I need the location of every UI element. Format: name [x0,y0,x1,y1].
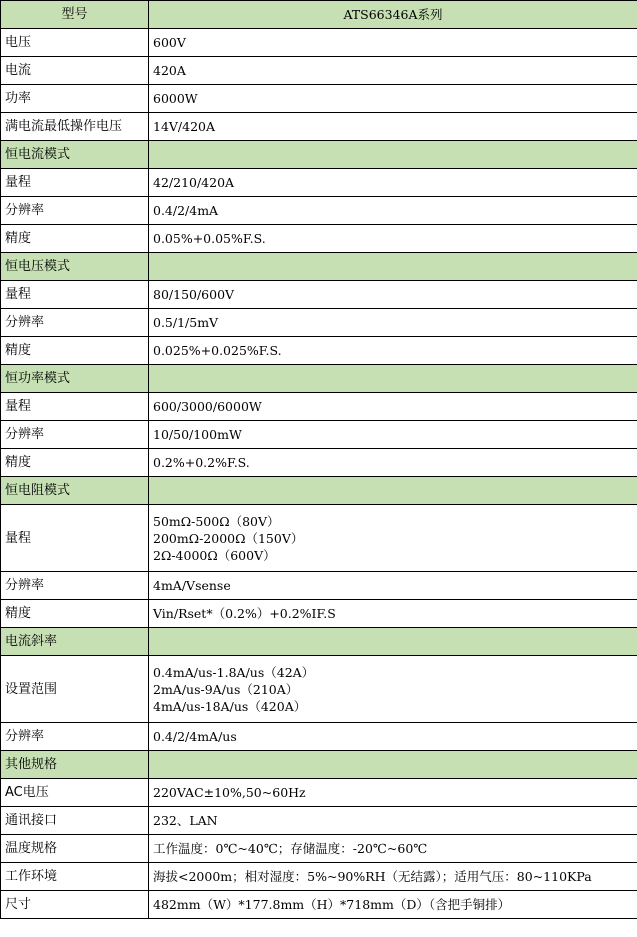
section-title: 恒电阻模式 [1,477,149,505]
spec-value-line: 2Ω-4000Ω（600V） [153,547,276,563]
table-row [1,863,637,891]
table-row [1,337,637,365]
section-row [1,751,637,779]
spec-value: 232、LAN [149,807,637,835]
spec-value: 0.4/2/4mA/us [149,723,637,751]
spec-value: 482mm（W）*177.8mm（H）*718mm（D）（含把手铜排） [149,891,637,919]
spec-value: 海拔<2000m；相对湿度：5%~90%RH（无结露）；适用气压：80~110KPa [149,863,637,891]
spec-value: 600V [149,29,637,57]
section-empty-cell [149,477,637,505]
spec-label: 工作环境 [1,863,149,891]
spec-label: AC电压 [1,779,149,807]
section-empty-cell [149,365,637,393]
header-label-cell: 型号 [1,1,149,29]
section-empty-cell [149,751,637,779]
spec-label: 尺寸 [1,891,149,919]
spec-label: 分辨率 [1,197,149,225]
spec-label: 分辨率 [1,421,149,449]
table-row [1,309,637,337]
spec-label: 温度规格 [1,835,149,863]
spec-value-line: 4mA/us-18A/us（420A） [153,698,307,714]
spec-value-line: 50mΩ-500Ω（80V） [153,513,280,529]
table-row [1,197,637,225]
spec-label: 量程 [1,281,149,309]
section-row [1,253,637,281]
section-title: 恒功率模式 [1,365,149,393]
spec-value: 220VAC±10%,50~60Hz [149,779,637,807]
table-row [1,779,637,807]
section-title: 恒电压模式 [1,253,149,281]
section-title: 电流斜率 [1,628,149,656]
table-header-row [1,1,637,29]
table-row [1,281,637,309]
spec-value: 420A [149,57,637,85]
table-row [1,572,637,600]
spec-label: 精度 [1,337,149,365]
spec-table-body [1,1,637,919]
table-row [1,656,637,723]
spec-label: 通讯接口 [1,807,149,835]
spec-label: 分辨率 [1,572,149,600]
spec-value: 0.4/2/4mA [149,197,637,225]
table-row [1,225,637,253]
header-model-cell: ATS66346A系列 [149,1,637,29]
spec-label: 电流 [1,57,149,85]
spec-value: 14V/420A [149,113,637,141]
spec-value: 0.5/1/5mV [149,309,637,337]
section-title: 恒电流模式 [1,141,149,169]
section-row [1,365,637,393]
table-row [1,723,637,751]
spec-label: 电压 [1,29,149,57]
spec-label: 量程 [1,169,149,197]
table-row [1,29,637,57]
spec-label: 分辨率 [1,309,149,337]
spec-label: 量程 [1,393,149,421]
spec-value: 工作温度：0℃~40℃；存储温度：-20℃~60℃ [149,835,637,863]
table-row [1,57,637,85]
spec-value: 80/150/600V [149,281,637,309]
spec-label: 功率 [1,85,149,113]
spec-value: 4mA/Vsense [149,572,637,600]
spec-value: 10/50/100mW [149,421,637,449]
spec-value: 6000W [149,85,637,113]
spec-label: 精度 [1,449,149,477]
spec-value: 42/210/420A [149,169,637,197]
spec-value-line: 0.4mA/us-1.8A/us（42A） [153,664,315,680]
table-row [1,891,637,919]
table-row [1,393,637,421]
section-row [1,141,637,169]
spec-label: 满电流最低操作电压 [1,113,149,141]
section-empty-cell [149,253,637,281]
spec-label: 设置范围 [1,656,149,723]
table-row [1,449,637,477]
table-row [1,807,637,835]
spec-value: Vin/Rset*（0.2%）+0.2%IF.S [149,600,637,628]
section-empty-cell [149,141,637,169]
spec-value [149,656,637,723]
spec-value: 600/3000/6000W [149,393,637,421]
spec-value-line: 2mA/us-9A/us（210A） [153,681,299,697]
spec-value: 0.05%+0.05%F.S. [149,225,637,253]
table-row [1,505,637,572]
table-row [1,421,637,449]
spec-label: 精度 [1,225,149,253]
spec-value [149,505,637,572]
table-row [1,85,637,113]
section-row [1,628,637,656]
table-row [1,600,637,628]
spec-value: 0.025%+0.025%F.S. [149,337,637,365]
section-row [1,477,637,505]
spec-label: 量程 [1,505,149,572]
spec-value-line: 200mΩ-2000Ω（150V） [153,530,304,546]
table-row [1,169,637,197]
spec-label: 精度 [1,600,149,628]
section-title: 其他规格 [1,751,149,779]
table-row [1,835,637,863]
section-empty-cell [149,628,637,656]
table-row [1,113,637,141]
spec-label: 分辨率 [1,723,149,751]
spec-value: 0.2%+0.2%F.S. [149,449,637,477]
